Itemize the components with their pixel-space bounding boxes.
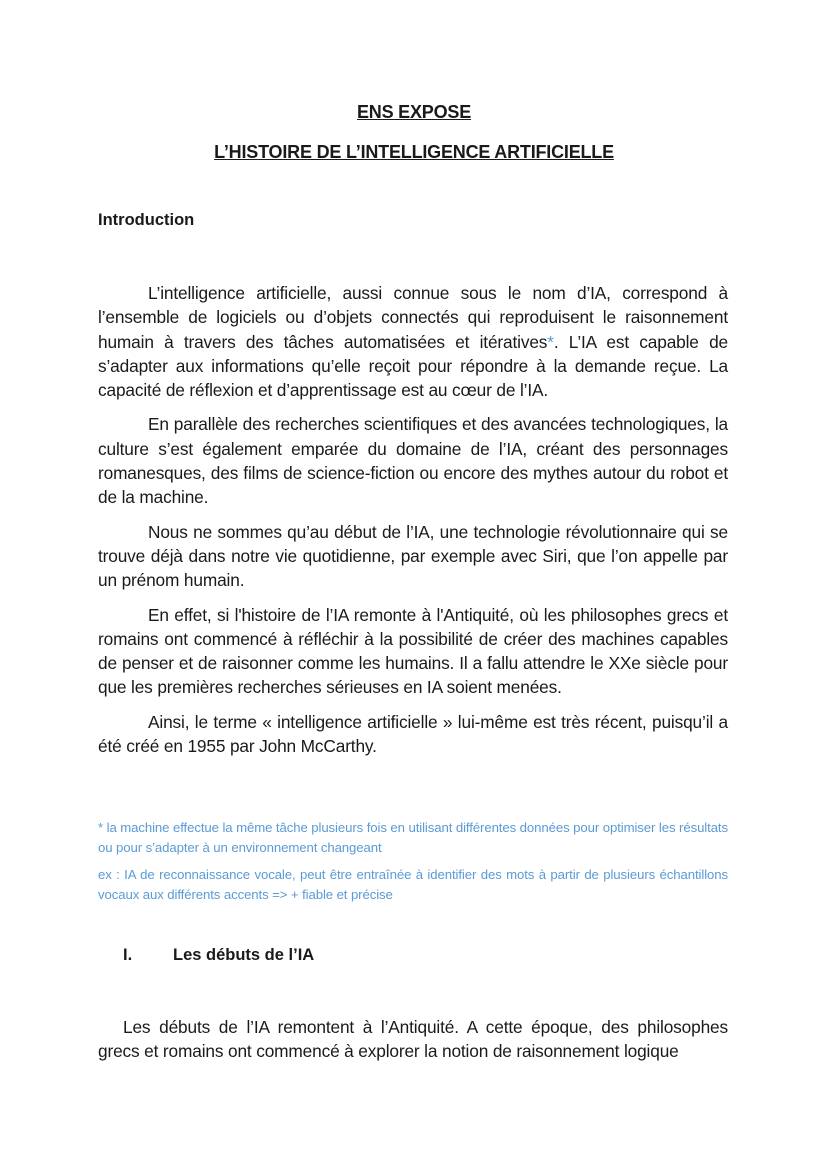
intro-paragraph: Ainsi, le terme « intelligence artificielle » lui-même est très récent, puisqu’il a été créé en 1955 par John McCarthy. xyxy=(98,711,728,757)
footnote-definition: * la machine effectue la même tâche plusieurs fois en utilisant différentes données pour optimiser les résultats ou pour s’adapter à un environnement changeant xyxy=(98,820,728,855)
paragraph-text: L’intelligence artificielle, aussi connue sous le nom d’IA, correspond à l’ensemble de logiciels ou d’objets connectés qui reproduisent le raisonnement humain à travers des tâches automatisées et itératives xyxy=(98,283,728,352)
intro-paragraph xyxy=(98,281,728,402)
paragraph-text: . L’IA est capable de s’adapter aux informations qu’elle reçoit pour répondre à la demande reçue. La capacité de réflexion et d’apprentissage est au cœur de l’IA. xyxy=(98,331,728,401)
footnote-example: ex : IA de reconnaissance vocale, peut être entraînée à identifier des mots à partir de plusieurs échantillons vocaux aux différents accents => + fiable et précise xyxy=(98,867,728,902)
intro-paragraph: En parallèle des recherches scientifiques et des avancées technologiques, la culture s’est également emparée du domaine de l’IA, créant des personnages romanesques, des films de science-fiction ou encore des mythes autour du robot et de la machine. xyxy=(98,414,728,508)
section-paragraph: Les débuts de l’IA remontent à l’Antiquité. A cette époque, des philosophes grecs et romains ont commencé à explorer la notion de raisonnement logique xyxy=(98,1017,728,1062)
section-number: I. xyxy=(123,946,133,964)
document-title: ENS EXPOSE xyxy=(356,102,472,122)
footnote-marker: * xyxy=(547,331,554,352)
section-body xyxy=(98,1015,728,1064)
intro-paragraph: Nous ne sommes qu’au début de l’IA, une technologie révolutionnaire qui se trouve déjà dans notre vie quotidienne, par exemple avec Siri, que l’on appelle par un prénom humain. xyxy=(98,521,728,591)
intro-paragraph: En effet, si l'histoire de l’IA remonte à l'Antiquité, où les philosophes grecs et romains ont commencé à réfléchir à la possibilité de créer des machines capables de penser et de raisonner comme les humains. Il a fallu attendre le XXe siècle pour que les premières recherches sérieuses en IA soient menées. xyxy=(98,604,728,698)
section-heading xyxy=(123,946,314,965)
intro-body xyxy=(98,281,728,768)
section-title: Les débuts de l’IA xyxy=(173,946,315,964)
document-subtitle: L’HISTOIRE DE L’INTELLIGENCE ARTIFICIELLE xyxy=(214,142,614,162)
footnotes xyxy=(98,818,728,912)
intro-heading: Introduction xyxy=(98,211,195,229)
